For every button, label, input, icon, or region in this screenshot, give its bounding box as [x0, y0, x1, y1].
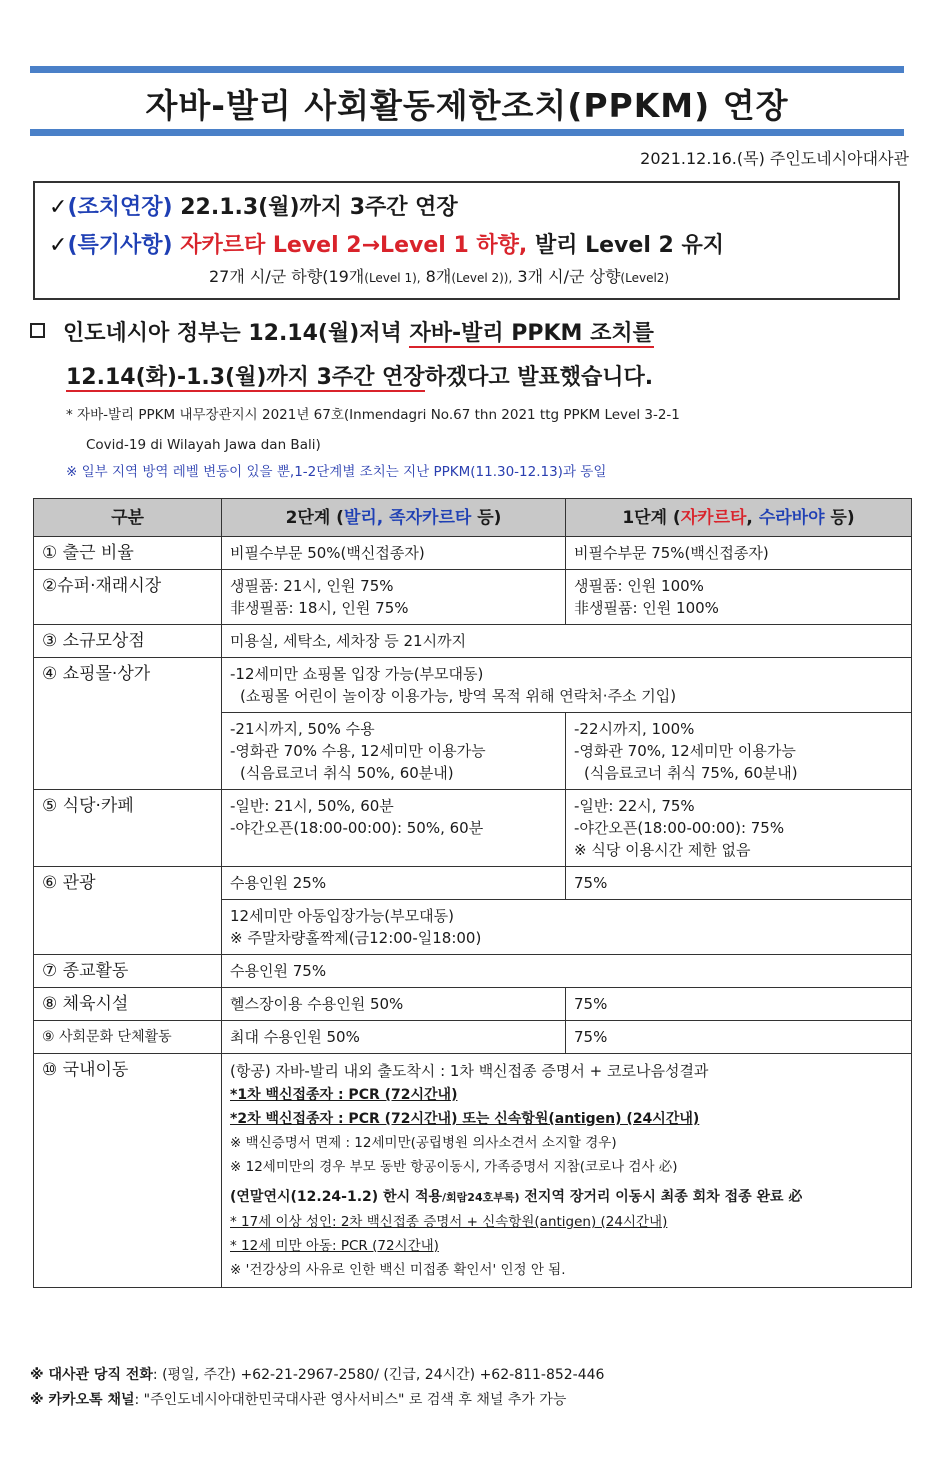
table-row: ③ 소규모상점 미용실, 세탁소, 세차장 등 21시까지 [34, 625, 912, 658]
table-row: 12세미만 아동입장가능(부모대동) ※ 주말차량홀짝제(금12:00-일18:00) [34, 900, 912, 955]
checkbox-square-icon [30, 323, 45, 338]
title-top-rule [30, 66, 904, 73]
summary-detail: 27개 시/군 하향(19개(Level 1), 8개(Level 2)), 3개 시/군 상향(Level2) [209, 267, 670, 286]
page-title: 자바-발리 사회활동제한조치(PPKM) 연장 [145, 86, 789, 125]
legal-reference-note: * 자바-발리 PPKM 내무장관지시 2021년 67호(Inmendagri No.67 thn 2021 ttg PPKM Level 3-2-1 Covid-19 di Wilayah Jawa dan Bali) [66, 407, 680, 453]
table-row: ① 출근 비율 비필수부문 50%(백신접종자) 비필수부문 75%(백신접종자) [34, 537, 912, 570]
table-row: ⑦ 종교활동 수용인원 75% [34, 955, 912, 988]
table-header-row: 구분 2단계 (발리, 족자카르타 등) 1단계 (자카르타, 수라바야 등) [34, 499, 912, 537]
table-row: ⑩ 국내이동 (항공) 자바-발리 내외 출도착시 : 1차 백신접종 증명서 + 코로나음성결과 *1차 백신접종자 : PCR (72시간내) *2차 백신접종자 : PCR (72시간내) 또는 신속항원(antigen) (24시간내) ※ 백신증명서 면제 : 12세미만(공립병원 의사소견서 소지할 경우) ※ 12세미만의 경우 부모 동반 항공이동시, 가족증명서 지참(코로나 검사 必) (연말연시(12.24-1.2) 한시 적용/회람24호부록) 전지역 장거리 이동시 최종 회차 접종 완료 必 * 17세 이상 성인: 2차 백신접종 증명서 + 신속항원(antigen) (24시간내) * 12세 미만 아동: PCR (72시간내) ※ '건강상의 사유로 인한 백신 미접종 확인서' 인정 안 됨. [34, 1054, 912, 1288]
check-icon: ✓ [49, 195, 68, 220]
table-row: ④ 쇼핑몰·상가 -12세미만 쇼핑몰 입장 가능(부모대동) (쇼핑몰 어린이 놀이장 이용가능, 방역 목적 위해 연락처·주소 기입) [34, 658, 912, 713]
check-icon: ✓ [49, 233, 68, 258]
ppkm-measures-table [33, 498, 912, 1288]
embassy-phone-note: ※ 대사관 당직 전화: (평일, 주간) +62-21-2967-2580/ (긴급, 24시간) +62-811-852-446 [30, 1367, 605, 1383]
summary-box [33, 181, 900, 300]
kakao-channel-note: ※ 카카오톡 채널: "주인도네시아대한민국대사관 영사서비스" 로 검색 후 채널 추가 가능 [30, 1392, 567, 1408]
table-row: ⑧ 체육시설 헬스장이용 수용인원 50% 75% [34, 988, 912, 1021]
announcement: 인도네시아 정부는 12.14(월)저녁 자바-발리 PPKM 조치를 12.14(화)-1.3(월)까지 3주간 연장하겠다고 발표했습니다. [30, 312, 910, 400]
level-change-note: ※ 일부 지역 방역 레벨 변동이 있을 뿐,1-2단계별 조치는 지난 PPKM(11.30-12.13)과 동일 [66, 464, 607, 480]
issue-date: 2021.12.16.(목) 주인도네시아대사관 [640, 149, 909, 168]
title-bottom-rule [30, 129, 904, 136]
table-row: -21시까지, 50% 수용 -영화관 70% 수용, 12세미만 이용가능 (식음료코너 취식 50%, 60분내) -22시까지, 100% -영화관 70%, 12세미만 이용가능 (식음료코너 취식 75%, 60분내) [34, 713, 912, 790]
table-row: ⑥ 관광 수용인원 25% 75% [34, 867, 912, 900]
summary-line-2: ✓(특기사항) 자카르타 Level 2→Level 1 하향, 발리 Level 2 유지 [49, 233, 724, 258]
table-row: ②슈퍼·재래시장 생필품: 21시, 인원 75% 非생필품: 18시, 인원 75% 생필품: 인원 100% 非생필품: 인원 100% [34, 570, 912, 625]
summary-line-1: ✓(조치연장) 22.1.3(월)까지 3주간 연장 [49, 195, 458, 220]
table-row: ⑤ 식당·카페 -일반: 21시, 50%, 60분 -야간오픈(18:00-00:00): 50%, 60분 -일반: 22시, 75% -야간오픈(18:00-00:00): 75% ※ 식당 이용시간 제한 없음 [34, 790, 912, 867]
table-row: ⑨ 사회문화 단체활동 최대 수용인원 50% 75% [34, 1021, 912, 1054]
